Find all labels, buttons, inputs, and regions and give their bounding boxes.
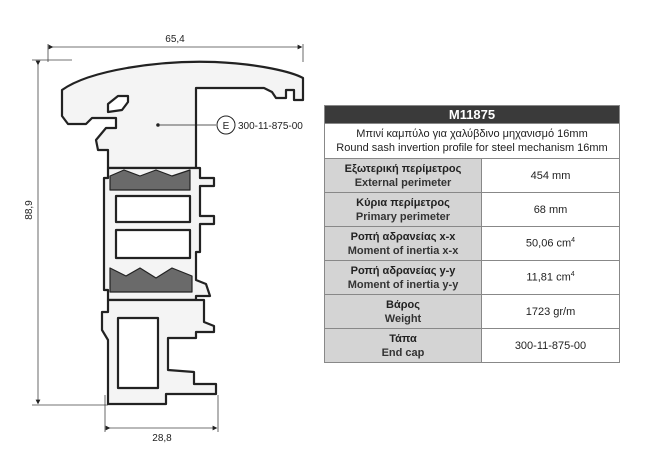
reference-marker-letter: E [222,121,230,132]
row-label-english: Weight [384,312,422,325]
row-label-greek: Βάρος [386,298,420,311]
table-row [325,193,620,227]
row-label-greek: Εξωτερική περίμετρος [344,162,462,175]
unit-superscript: 4 [570,271,575,279]
table-description-row [325,124,620,159]
table-row [325,329,620,363]
row-label-english: External perimeter [354,176,452,189]
reference-code: 300-11-875-00 [238,121,303,132]
product-code: M11875 [325,106,620,124]
unit-superscript: 4 [571,237,576,245]
row-label-english: Moment of inertia y-y [347,278,459,291]
row-value: 454 mm [530,169,571,182]
row-value: 50,06 cm [525,237,572,250]
table-row [325,159,620,193]
row-value: 1723 gr/m [525,305,576,318]
row-label-greek: Ροπή αδρανείας y-y [350,264,456,277]
row-label-english: Primary perimeter [355,210,451,223]
dimension-top [48,34,303,62]
dim-bottom-label: 28,8 [152,433,172,444]
spec-table [324,105,620,363]
row-label-greek: Κύρια περίμετρος [356,196,450,209]
row-label-english: Moment of inertia x-x [347,244,459,257]
row-label-greek: Ροπή αδρανείας x-x [350,230,456,243]
row-value: 300-11-875-00 [514,339,587,352]
product-description [325,124,620,159]
row-label-greek: Τάπα [389,332,417,345]
profile-section [62,62,303,404]
row-value: 11,81 cm [526,271,571,284]
reference-callout [217,116,303,134]
row-label-english: End cap [381,346,425,359]
description-english: Round sash invertion profile for steel mechanism 16mm [336,142,608,154]
table-row [325,295,620,329]
description-greek: Μπινί καμπύλο για χαλύβδινο μηχανισμό 16mm [356,128,588,140]
row-value: 68 mm [533,203,568,216]
table-title-row [325,106,620,124]
dim-top-label: 65,4 [165,34,185,45]
dim-left-label: 88,9 [24,200,35,220]
table-row [325,227,620,261]
table-row [325,261,620,295]
